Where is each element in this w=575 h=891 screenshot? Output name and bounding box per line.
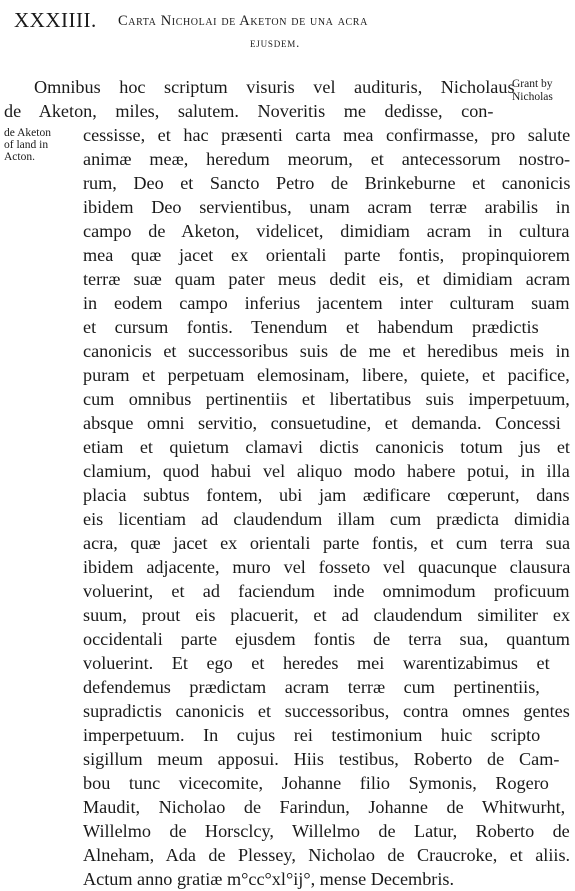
text-line: etiam et quietum clamavi dictis canonicis totum jus et	[83, 437, 570, 457]
text-line: ibidem adjacente, muro vel fosseto vel quacunque clausura	[83, 557, 571, 577]
text-line: puram et perpetuam elemosinam, libere, quiete, et pacifice,	[83, 365, 570, 385]
margin-note-right-line-2: Nicholas	[512, 91, 553, 103]
text-line: defendemus prædictam acram terræ cum pertinentiis,	[83, 677, 540, 697]
margin-note-right-line-1: Grant by	[512, 78, 553, 90]
text-line: cum omnibus pertinentiis et libertatibus suis imperpetuum,	[83, 389, 570, 409]
text-line: et cursum fontis. Tenendum et habendum prædictis	[83, 317, 539, 337]
margin-note-left-line-2: of land in	[4, 139, 49, 151]
text-line: ibidem Deo servientibus, unam acram terræ arabilis in	[83, 197, 570, 217]
text-line: occidentali parte ejusdem fontis de terra sua, quantum	[83, 629, 570, 649]
text-line: terræ suæ quam pater meus dedit eis, et dimidiam acram	[83, 269, 571, 289]
text-line: clamium, quod habui vel aliquo modo habere potui, in illa	[83, 461, 570, 481]
text-line: cessisse, et hac præsenti carta mea confirmasse, pro salute	[83, 125, 571, 145]
text-line: Alneham, Ada de Plessey, Nicholao de Craucroke, et aliis.	[83, 845, 571, 865]
text-line: absque omni servitio, consuetudine, et demanda. Concessi	[83, 413, 561, 433]
text-line: eis licentiam ad claudendum illam cum prædicta dimidia	[83, 509, 570, 529]
text-line: placia subtus fontem, ubi jam ædificare cœperunt, dans	[83, 485, 570, 505]
text-line: Willelmo de Horsclcy, Willelmo de Latur, Roberto de	[83, 821, 570, 841]
text-line: mea quæ jacet ex orientali parte fontis, propinquiorem	[83, 245, 570, 265]
margin-note-left-line-3: Acton.	[4, 151, 35, 163]
text-line: imperpetuum. In cujus rei testimonium huic scripto	[83, 725, 541, 745]
text-line: in eodem campo inferius jacentem inter culturam suam	[83, 293, 570, 313]
charter-number: XXXIIII.	[14, 8, 97, 32]
text-line: bou tunc vicecomite, Johanne filio Symonis, Rogero	[83, 773, 549, 793]
text-line: Actum anno gratiæ m°cc°xl°ij°, mense Decembris.	[83, 869, 455, 889]
text-line: animæ meæ, heredum meorum, et antecessorum nostro-	[83, 149, 571, 169]
text-line: de Aketon, miles, salutem. Noveritis me dedisse, con-	[4, 101, 494, 121]
text-line: canonicis et successoribus suis de me et heredibus meis in	[83, 341, 570, 361]
charter-title-line-1: Carta Nicholai de Aketon de una acra	[118, 13, 368, 29]
text-line: supradictis canonicis et successoribus, contra omnes gentes	[83, 701, 570, 721]
text-line: suum, prout eis placuerit, et ad claudendum similiter ex	[83, 605, 571, 625]
text-line: Omnibus hoc scriptum visuris vel audituris, Nicholaus	[34, 77, 515, 97]
text-line: Maudit, Nicholao de Farindun, Johanne de Whitwurht,	[83, 797, 566, 817]
text-line: voluerint, et ad faciendum inde omnimodum proficuum	[83, 581, 570, 601]
charter-title-line-2: ejusdem.	[250, 36, 301, 50]
text-line: sigillum meum apposui. Hiis testibus, Roberto de Cam-	[83, 749, 560, 769]
text-line: campo de Aketon, videlicet, dimidiam acram in cultura	[83, 221, 570, 241]
text-line: rum, Deo et Sancto Petro de Brinkeburne et canonicis	[83, 173, 571, 193]
text-line: acra, quæ jacet ex orientali parte fontis, et cum terra sua	[83, 533, 571, 553]
text-line: voluerint. Et ego et heredes mei warentizabimus et	[83, 653, 550, 673]
margin-note-left-line-1: de Aketon	[4, 127, 51, 139]
